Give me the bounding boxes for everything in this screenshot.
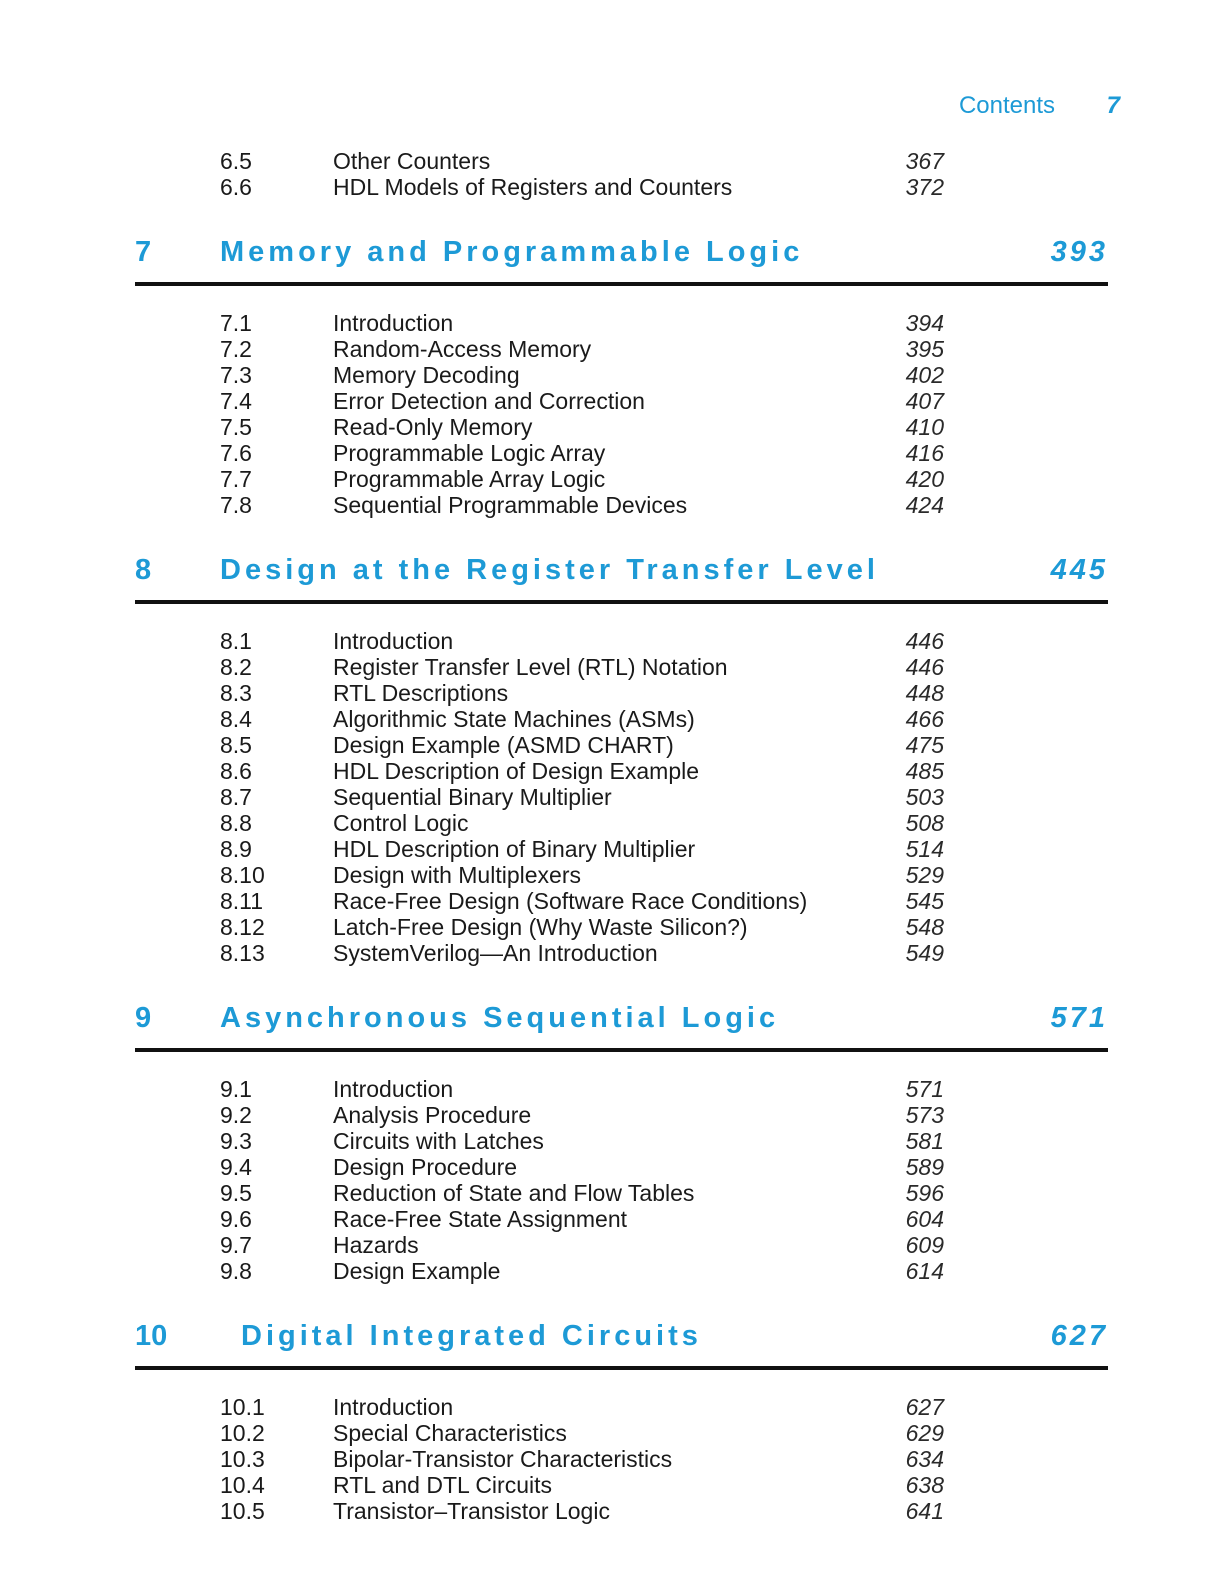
toc-entry[interactable] xyxy=(0,1232,1214,1258)
toc-entry[interactable] xyxy=(0,1394,1214,1420)
section-number: 8.5 xyxy=(220,732,252,758)
toc-entry[interactable] xyxy=(0,336,1214,362)
running-head-label: Contents xyxy=(958,92,1055,119)
section-number: 8.1 xyxy=(220,628,252,654)
toc-entry[interactable] xyxy=(0,784,1214,810)
section-title: Race-Free State Assignment xyxy=(333,1206,628,1232)
section-title: Register Transfer Level (RTL) Notation xyxy=(333,654,728,680)
chapter-heading-8[interactable] xyxy=(135,548,1108,604)
chapter-7-sections xyxy=(0,310,1214,518)
section-title: Design Procedure xyxy=(333,1154,518,1180)
toc-continued-sections xyxy=(0,148,1214,200)
section-title: Sequential Programmable Devices xyxy=(333,492,688,518)
section-number: 7.6 xyxy=(220,440,252,466)
chapter-title: Asynchronous Sequential Logic xyxy=(220,1002,780,1034)
section-title: HDL Description of Design Example xyxy=(333,758,700,784)
section-number: 7.7 xyxy=(220,466,252,492)
section-number: 9.1 xyxy=(220,1076,252,1102)
toc-entry[interactable] xyxy=(0,1420,1214,1446)
section-title: SystemVerilog—An Introduction xyxy=(333,940,658,966)
toc-entry[interactable] xyxy=(0,1472,1214,1498)
section-title: Error Detection and Correction xyxy=(333,388,645,414)
section-number: 8.6 xyxy=(220,758,252,784)
chapter-page: 571 xyxy=(1050,1002,1108,1034)
running-head xyxy=(0,92,1120,126)
table-of-contents xyxy=(0,148,1214,1524)
section-number: 8.12 xyxy=(220,914,265,940)
chapter-title: Memory and Programmable Logic xyxy=(220,236,804,268)
section-page: 446 xyxy=(905,654,944,680)
chapter-10-sections xyxy=(0,1394,1214,1524)
section-number: 9.3 xyxy=(220,1128,252,1154)
section-page: 634 xyxy=(905,1446,944,1472)
section-page: 372 xyxy=(905,174,944,200)
chapter-number: 10 xyxy=(135,1320,168,1352)
section-page: 589 xyxy=(905,1154,944,1180)
toc-entry[interactable] xyxy=(0,1076,1214,1102)
toc-entry[interactable] xyxy=(0,1154,1214,1180)
section-number: 9.7 xyxy=(220,1232,252,1258)
section-page: 573 xyxy=(905,1102,944,1128)
section-number: 6.6 xyxy=(220,174,252,200)
section-title: Analysis Procedure xyxy=(333,1102,532,1128)
section-page: 416 xyxy=(905,440,944,466)
section-number: 6.5 xyxy=(220,148,252,174)
section-number: 10.4 xyxy=(220,1472,265,1498)
section-title: Sequential Binary Multiplier xyxy=(333,784,612,810)
section-title: Design Example (ASMD CHART) xyxy=(333,732,674,758)
section-page: 545 xyxy=(905,888,944,914)
toc-entry[interactable] xyxy=(0,654,1214,680)
section-number: 7.1 xyxy=(220,310,252,336)
toc-entry[interactable] xyxy=(0,732,1214,758)
section-number: 8.4 xyxy=(220,706,252,732)
toc-entry[interactable] xyxy=(0,628,1214,654)
section-title: Introduction xyxy=(333,1076,454,1102)
toc-entry[interactable] xyxy=(0,758,1214,784)
section-page: 549 xyxy=(905,940,944,966)
chapter-heading-10[interactable] xyxy=(135,1314,1108,1370)
section-page: 466 xyxy=(905,706,944,732)
toc-entry[interactable] xyxy=(0,310,1214,336)
section-page: 420 xyxy=(905,466,944,492)
section-page: 641 xyxy=(905,1498,944,1524)
toc-entry[interactable] xyxy=(0,1446,1214,1472)
section-title: Special Characteristics xyxy=(333,1420,567,1446)
section-number: 10.5 xyxy=(220,1498,265,1524)
section-page: 629 xyxy=(905,1420,944,1446)
section-number: 8.9 xyxy=(220,836,252,862)
running-head-page-number: 7 xyxy=(1106,92,1120,119)
section-title: Circuits with Latches xyxy=(333,1128,544,1154)
section-title: Algorithmic State Machines (ASMs) xyxy=(333,706,695,732)
section-page: 410 xyxy=(905,414,944,440)
section-page: 529 xyxy=(905,862,944,888)
section-number: 8.7 xyxy=(220,784,252,810)
toc-entry[interactable] xyxy=(0,1128,1214,1154)
section-page: 424 xyxy=(905,492,944,518)
chapter-heading-9[interactable] xyxy=(135,996,1108,1052)
section-title: Latch-Free Design (Why Waste Silicon?) xyxy=(333,914,748,940)
section-number: 10.1 xyxy=(220,1394,265,1420)
section-page: 446 xyxy=(905,628,944,654)
section-title: Reduction of State and Flow Tables xyxy=(333,1180,695,1206)
section-number: 10.3 xyxy=(220,1446,265,1472)
toc-entry[interactable] xyxy=(0,1102,1214,1128)
section-number: 8.13 xyxy=(220,940,265,966)
section-page: 394 xyxy=(905,310,944,336)
toc-entry[interactable] xyxy=(0,836,1214,862)
section-number: 7.2 xyxy=(220,336,252,362)
section-page: 448 xyxy=(905,680,944,706)
section-page: 548 xyxy=(905,914,944,940)
chapter-number: 8 xyxy=(135,554,152,586)
section-number: 8.8 xyxy=(220,810,252,836)
section-title: Programmable Logic Array xyxy=(333,440,606,466)
toc-entry[interactable] xyxy=(0,466,1214,492)
section-page: 402 xyxy=(905,362,944,388)
toc-entry[interactable] xyxy=(0,148,1214,174)
section-page: 581 xyxy=(905,1128,944,1154)
section-title: Random-Access Memory xyxy=(333,336,592,362)
section-page: 604 xyxy=(905,1206,944,1232)
section-number: 9.6 xyxy=(220,1206,252,1232)
section-title: Control Logic xyxy=(333,810,469,836)
section-number: 8.10 xyxy=(220,862,265,888)
toc-entry[interactable] xyxy=(0,940,1214,966)
section-title: Memory Decoding xyxy=(333,362,520,388)
section-title: Bipolar-Transistor Characteristics xyxy=(333,1446,673,1472)
section-number: 8.2 xyxy=(220,654,252,680)
section-number: 9.5 xyxy=(220,1180,252,1206)
section-title: Other Counters xyxy=(333,148,491,174)
toc-entry[interactable] xyxy=(0,362,1214,388)
toc-entry[interactable] xyxy=(0,174,1214,200)
section-number: 7.3 xyxy=(220,362,252,388)
section-page: 609 xyxy=(905,1232,944,1258)
chapter-title: Design at the Register Transfer Level xyxy=(220,554,879,586)
toc-entry[interactable] xyxy=(0,440,1214,466)
section-title: Read-Only Memory xyxy=(333,414,533,440)
section-page: 514 xyxy=(905,836,944,862)
section-number: 9.8 xyxy=(220,1258,252,1284)
section-page: 407 xyxy=(905,388,944,414)
section-title: Introduction xyxy=(333,628,454,654)
section-title: Introduction xyxy=(333,1394,454,1420)
toc-entry[interactable] xyxy=(0,388,1214,414)
section-title: Design Example xyxy=(333,1258,501,1284)
toc-entry[interactable] xyxy=(0,706,1214,732)
chapter-page: 393 xyxy=(1050,236,1108,268)
chapter-heading-7[interactable] xyxy=(135,230,1108,286)
chapter-page: 445 xyxy=(1050,554,1108,586)
section-number: 9.2 xyxy=(220,1102,252,1128)
toc-entry[interactable] xyxy=(0,862,1214,888)
toc-entry[interactable] xyxy=(0,810,1214,836)
section-title: Transistor–Transistor Logic xyxy=(333,1498,610,1524)
section-number: 7.5 xyxy=(220,414,252,440)
toc-entry[interactable] xyxy=(0,414,1214,440)
section-page: 614 xyxy=(905,1258,944,1284)
section-page: 638 xyxy=(905,1472,944,1498)
section-number: 9.4 xyxy=(220,1154,252,1180)
toc-entry[interactable] xyxy=(0,1180,1214,1206)
chapter-page: 627 xyxy=(1050,1320,1108,1352)
chapter-title: Digital Integrated Circuits xyxy=(241,1320,702,1352)
section-title: HDL Description of Binary Multiplier xyxy=(333,836,696,862)
section-page: 475 xyxy=(905,732,944,758)
section-page: 503 xyxy=(905,784,944,810)
section-number: 7.8 xyxy=(220,492,252,518)
toc-entry[interactable] xyxy=(0,914,1214,940)
section-page: 508 xyxy=(905,810,944,836)
section-number: 8.3 xyxy=(220,680,252,706)
toc-entry[interactable] xyxy=(0,888,1214,914)
section-number: 10.2 xyxy=(220,1420,265,1446)
toc-entry[interactable] xyxy=(0,492,1214,518)
chapter-8-sections xyxy=(0,628,1214,966)
toc-entry[interactable] xyxy=(0,1498,1214,1524)
chapter-9-sections xyxy=(0,1076,1214,1284)
section-page: 571 xyxy=(905,1076,944,1102)
section-title: Design with Multiplexers xyxy=(333,862,581,888)
section-page: 485 xyxy=(905,758,944,784)
section-number: 8.11 xyxy=(220,888,264,914)
chapter-number: 9 xyxy=(135,1002,152,1034)
toc-entry[interactable] xyxy=(0,1258,1214,1284)
toc-entry[interactable] xyxy=(0,680,1214,706)
section-page: 596 xyxy=(905,1180,944,1206)
section-title: RTL Descriptions xyxy=(333,680,509,706)
section-page: 627 xyxy=(905,1394,944,1420)
chapter-number: 7 xyxy=(135,236,152,268)
section-title: Hazards xyxy=(333,1232,419,1258)
section-number: 7.4 xyxy=(220,388,252,414)
toc-entry[interactable] xyxy=(0,1206,1214,1232)
section-title: HDL Models of Registers and Counters xyxy=(333,174,733,200)
section-title: Introduction xyxy=(333,310,454,336)
section-page: 395 xyxy=(905,336,944,362)
section-title: Race-Free Design (Software Race Conditions) xyxy=(333,888,808,914)
section-page: 367 xyxy=(905,148,944,174)
section-title: RTL and DTL Circuits xyxy=(333,1472,552,1498)
section-title: Programmable Array Logic xyxy=(333,466,606,492)
